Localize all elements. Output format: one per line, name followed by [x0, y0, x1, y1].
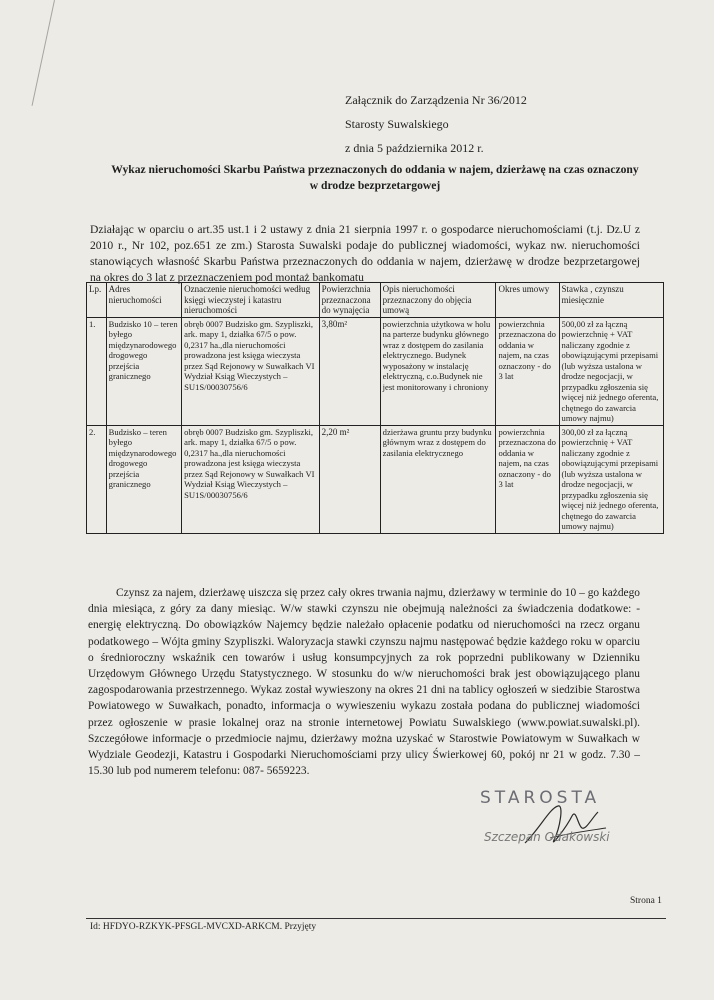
document-id: Id: HFDYO-RZKYK-PFSGL-MVCXD-ARKCM. Przyjęty [90, 922, 317, 932]
handwritten-signature-icon [520, 798, 610, 853]
cell-rate: 500,00 zł za łączną powierzchnię + VAT naliczany zgodnie z obowiązującymi przepisami (lub wyższa ustalona w drodze negocjacji, w przypadku zgłoszenia się więcej niż jednego oferenta, chętnego do zawarcia umowy najmu) [559, 317, 663, 425]
cell-lp: 2. [87, 425, 107, 533]
cell-area: 3,80m² [319, 317, 380, 425]
header-address: Adres nieruchomości [106, 283, 181, 318]
signature-stamp [480, 788, 660, 858]
header-description: Opis nieruchomości przeznaczony do objęcia umową [380, 283, 496, 318]
header-area: Powierzchnia przeznaczona do wynajęcia [319, 283, 380, 318]
header-period: Okres umowy [496, 283, 559, 318]
cell-description: powierzchnia użytkowa w holu na parterze budynku głównego wraz z dostępem do zasilania elektrycznego. Budynek wyposażony w instalację elektryczną, c.o.Budynek nie jest monitorowany i chroniony [380, 317, 496, 425]
table-row [87, 425, 664, 533]
stamp-name: Szczepan Odakowski [484, 830, 610, 844]
table-row [87, 317, 664, 425]
cell-designation: obręb 0007 Budzisko gm. Szypliszki, ark. mapy 1, działka 67/5 o pow. 0,2317 ha.,dla nieruchomości prowadzona jest księga wieczysta przez Sąd Rejonowy w Suwałkach VI Wydział Ksiąg Wieczystych – SU1S/00030756/6 [182, 317, 320, 425]
header-lp: Lp. [87, 283, 107, 318]
attachment-line-1: Załącznik do Zarządzenia Nr 36/2012 [345, 93, 527, 107]
header-rate: Stawka , czynszu miesięcznie [559, 283, 663, 318]
cell-period: powierzchnia przeznaczona do oddania w najem, na czas oznaczony - do 3 lat [496, 317, 559, 425]
page-number: Strona 1 [630, 896, 662, 906]
scan-artifact-line [32, 0, 55, 106]
body-paragraph: Czynsz za najem, dzierżawę uiszcza się przez cały okres trwania najmu, dzierżawy w terminie do 10 – go każdego dnia miesiąca, z góry za dany miesiąc. W/w stawki czynszu nie obejmują należności za świadczenia dodatkowe: - energię elektryczną. Do obowiązków Najemcy będzie należało opłacenie podatku od nieruchomości na rzecz organu podatkowego – Wójta gminy Szypliszki. Waloryzacja stawki czynszu najmu następować będzie każdego roku w oparciu o średnioroczny wskaźnik cen towarów i usług konsumpcyjnych za rok poprzedni publikowany w Dzienniku Urzędowym Głównego Urzędu Statystycznego. W stosunku do w/w nieruchomości brak jest obowiązującego planu zagospodarowania przestrzennego. Wykaz został wywieszony na okres 21 dni na tablicy ogłoszeń w siedzibie Starostwa Powiatowego w Suwałkach, ponadto, informacja o wywieszeniu wykazu została podana do publicznej wiadomości przez ogłoszenie w prasie lokalnej oraz na stronie internetowej Powiatu Suwalskiego (www.powiat.suwalski.pl). Szczegółowe informacje o przedmiocie najmu, dzierżawy można uzyskać w Starostwie Powiatowym w Suwałkach w Wydziale Geodezji, Katastru i Gospodarki Nieruchomościami przy ulicy Świerkowej 60, pokój nr 21 w godz. 7.30 – 15.30 lub pod numerem telefonu: 087- 5659223. [88, 587, 640, 778]
attachment-header [345, 88, 527, 160]
property-table [86, 282, 664, 534]
cell-description: dzierżawa gruntu przy budynku głównym wraz z dostępem do zasilania elektrycznego [380, 425, 496, 533]
cell-designation: obręb 0007 Budzisko gm. Szypliszki, ark. mapy 1, działka 67/5 o pow. 0,2317 ha.,dla nieruchomości prowadzona jest księga wieczysta przez Sąd Rejonowy w Suwałkach VI Wydział Ksiąg Wieczystych – SU1S/00030756/6 [182, 425, 320, 533]
cell-lp: 1. [87, 317, 107, 425]
footer-divider [86, 918, 666, 919]
cell-address: Budzisko 10 – teren byłego międzynarodowego drogowego przejścia granicznego [106, 317, 181, 425]
cell-period: powierzchnia przeznaczona do oddania w najem, na czas oznaczony - do 3 lat [496, 425, 559, 533]
attachment-line-2: Starosty Suwalskiego [345, 117, 449, 131]
stamp-title: STAROSTA [480, 788, 601, 808]
intro-paragraph: Działając w oparciu o art.35 ust.1 i 2 ustawy z dnia 21 sierpnia 1997 r. o gospodarce nieruchomościami (t.j. Dz.U z 2010 r., Nr 102, poz.651 ze zm.) Starosta Suwalski podaje do publicznej wiadomości, wykaz nw. nieruchomości stanowiących własność Skarbu Państwa przeznaczonych do oddania w najem, dzierżawę w drodze bezprzetargowej na okres do 3 lat z przeznaczeniem pod montaż bankomatu [90, 223, 640, 284]
document-title: Wykaz nieruchomości Skarbu Państwa przeznaczonych do oddania w najem, dzierżawę na czas oznaczony w drodze bezprzetargowej [111, 163, 639, 192]
table-header-row [87, 283, 664, 318]
cell-address: Budzisko – teren byłego międzynarodowego drogowego przejścia granicznego [106, 425, 181, 533]
cell-rate: 300,00 zł za łączną powierzchnię + VAT naliczany zgodnie z obowiązującymi przepisami (lub wyższa ustalona w drodze negocjacji, w przypadku zgłoszenia się więcej niż jednego oferenta, chętnego do zawarcia umowy najmu) [559, 425, 663, 533]
cell-area: 2,20 m² [319, 425, 380, 533]
attachment-line-3: z dnia 5 października 2012 r. [345, 141, 484, 155]
header-designation: Oznaczenie nieruchomości według księgi wieczystej i katastru nieruchomości [182, 283, 320, 318]
